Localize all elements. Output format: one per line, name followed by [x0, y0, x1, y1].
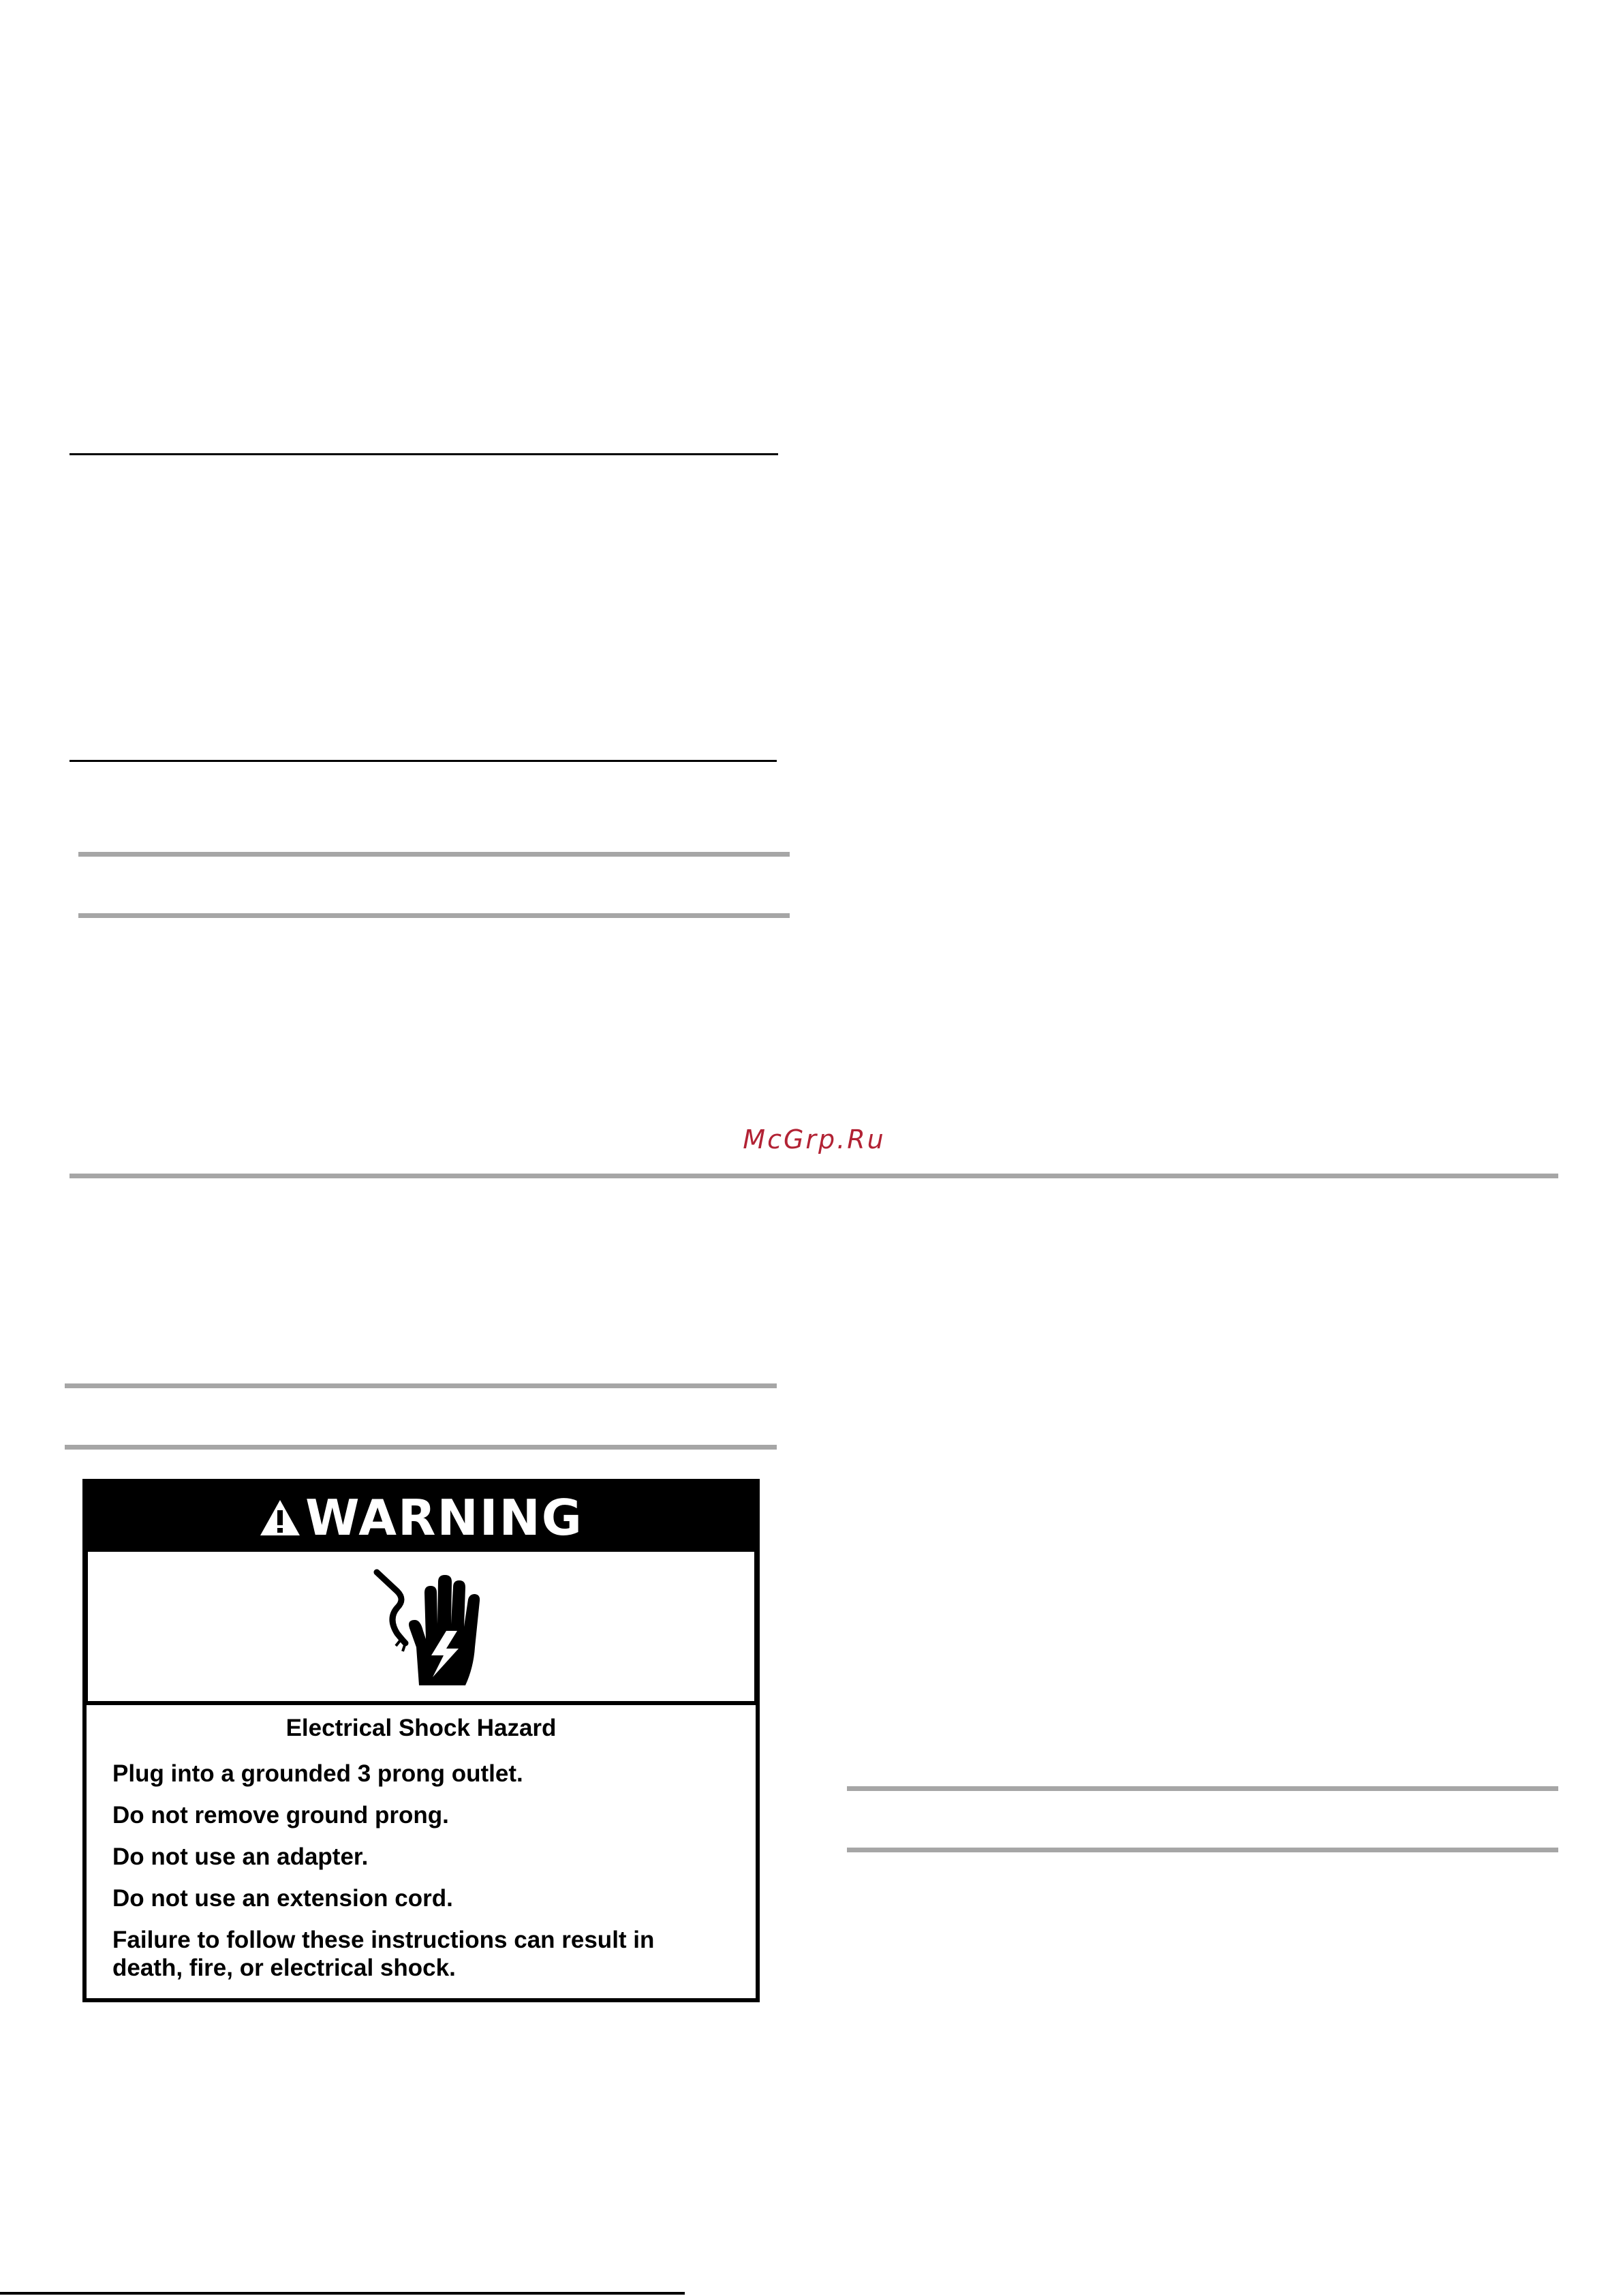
- heading-rule-top-1: [78, 852, 790, 857]
- warning-line-3: Do not use an adapter.: [112, 1843, 369, 1870]
- hazard-title: Electrical Shock Hazard: [285, 1715, 557, 1741]
- heading-rule-top-2: [65, 1383, 777, 1388]
- warning-icon-area: [87, 1552, 756, 1705]
- electric-shock-hand-icon: [356, 1565, 486, 1688]
- warning-triangle-icon: [259, 1499, 301, 1537]
- page-bottom-rule: [0, 2292, 685, 2295]
- watermark-text: McGrp.Ru: [743, 1124, 886, 1154]
- heading-rule-bottom-1: [78, 913, 790, 918]
- full-width-rule: [69, 1174, 1558, 1178]
- warning-line-4: Do not use an extension cord.: [112, 1885, 453, 1912]
- warning-signal-word: WARNING: [305, 1488, 583, 1546]
- warning-header: [87, 1483, 756, 1552]
- section-rule-1: [69, 453, 778, 455]
- warning-line-2: Do not remove ground prong.: [112, 1802, 449, 1828]
- warning-box: [82, 1479, 760, 2002]
- warning-line-1: Plug into a grounded 3 prong outlet.: [112, 1760, 523, 1787]
- heading-rule-top-3: [847, 1786, 1558, 1791]
- section-rule-2: [69, 760, 777, 762]
- warning-body: [87, 1705, 756, 1982]
- heading-rule-bottom-2: [65, 1445, 777, 1450]
- heading-rule-bottom-3: [847, 1848, 1558, 1852]
- warning-line-5: Failure to follow these instructions can result in death, fire, or electrical shock.: [112, 1927, 655, 1981]
